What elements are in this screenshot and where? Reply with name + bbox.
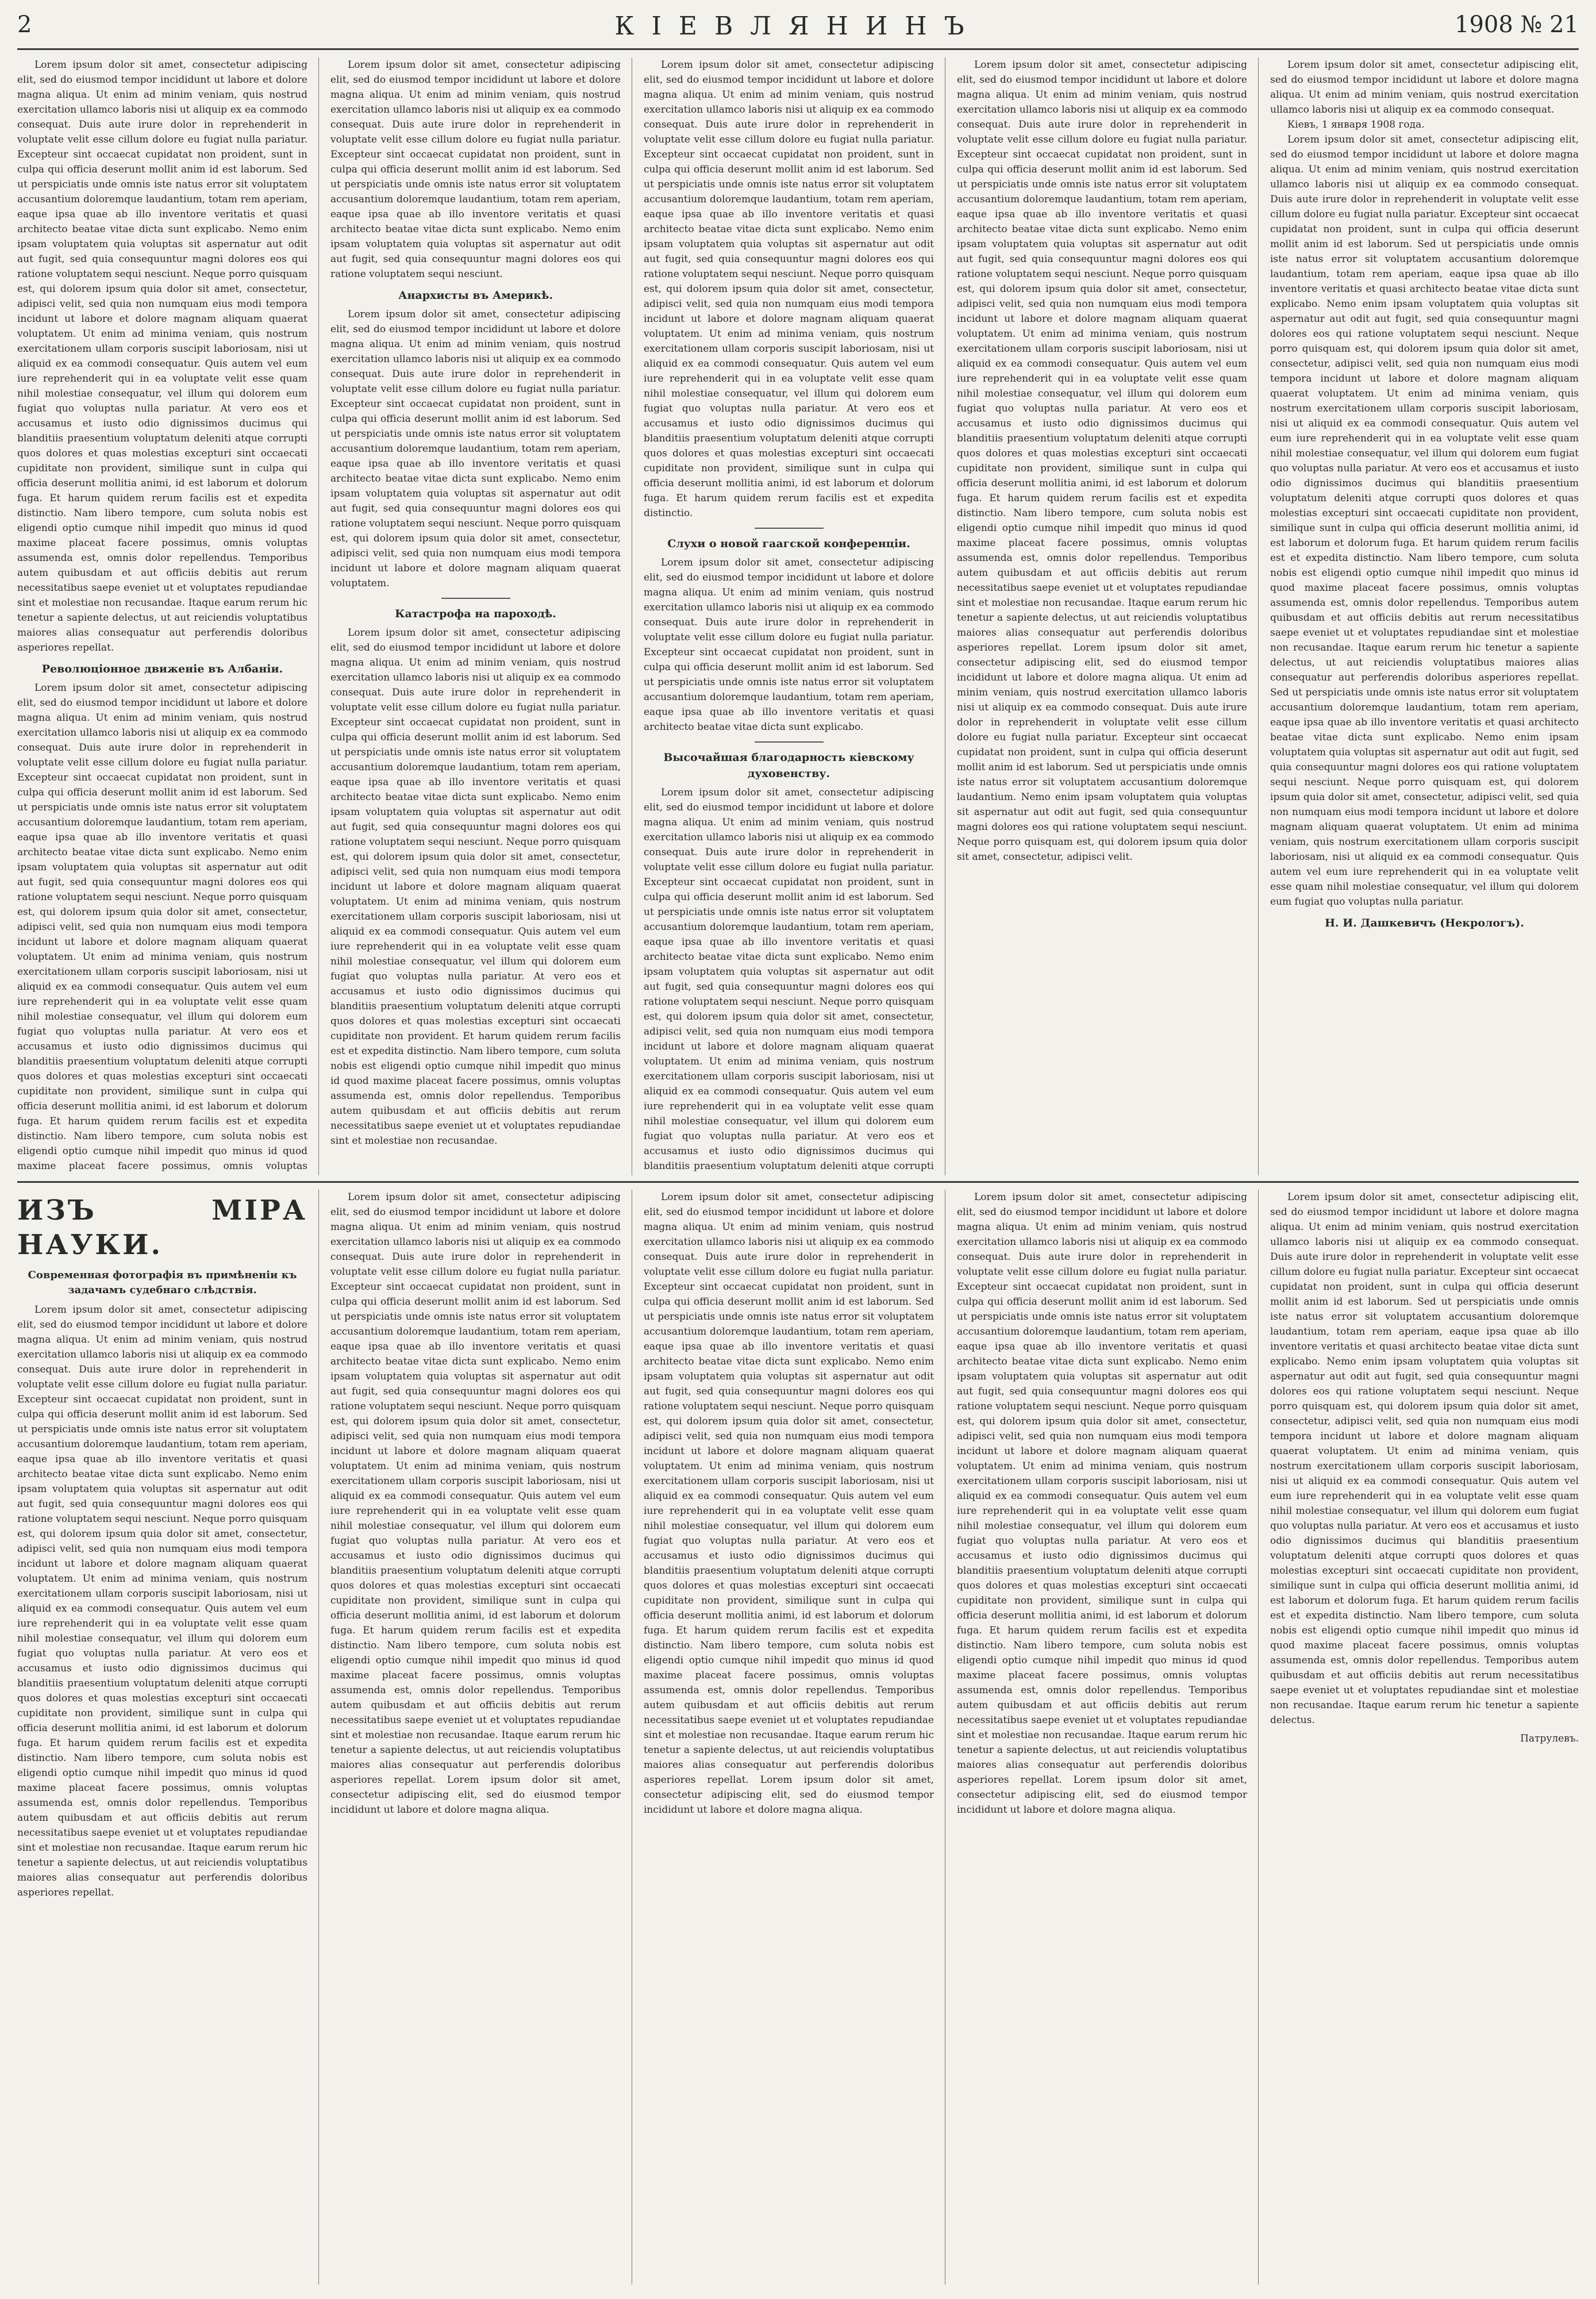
column-rule	[318, 57, 319, 1175]
article-heading: Высочайшая благодарность кіевскому духовенству.	[663, 751, 914, 780]
section-title: ИЗЪ МІРА НАУКИ.	[17, 1194, 307, 1261]
article-text: Lorem ipsum dolor sit amet, consectetur adipiscing elit, sed do eiusmod tempor incididunt ut labore et dolore magna aliqua. Ut enim ad minim veniam, quis nostrud exercitation ullamco laboris nisi ut aliquip ex ea commodo consequat. Duis aute irure dolor in reprehenderit in voluptate velit esse cillum dolore eu fugiat nulla pariatur. Excepteur sint occaecat cupidatat non proident, sunt in culpa qui officia deserunt mollit anim id est laborum. Sed ut perspiciatis unde omnis iste natus error sit voluptatem accusantium doloremque laudantium, totam rem aperiam, eaque ipsa quae ab illo inventore veritatis et quasi architecto beatae vitae dicta sunt explicabo. Nemo enim ipsam voluptatem quia voluptas sit aspernatur aut odit aut fugit, sed quia consequuntur magni dolores eos qui ratione voluptatem sequi nesciunt. Neque porro quisquam est, qui dolorem ipsum quia dolor sit amet, consectetur, adipisci velit, sed quia non numquam eius modi tempora incidunt ut labore et dolore magnam aliquam quaerat voluptatem. Ut enim ad minima veniam, quis nostrum exercitationem ullam corporis suscipit laboriosam, nisi ut aliquid ex ea commodi consequatur. Quis autem vel eum iure reprehenderit qui in ea voluptate velit esse quam nihil molestiae consequatur, vel illum qui dolorem eum fugiat quo voluptas nulla pariatur. At vero eos et accusamus et iusto odio dignissimos ducimus qui blanditiis praesentium voluptatum deleniti atque corrupti quos dolores et quas molestias excepturi sint occaecati cupiditate non provident, similique sunt in culpa qui officia deserunt mollitia animi, id est laborum et dolorum fuga. Et harum quidem rerum facilis est et expedita distinctio. Nam libero tempore, cum soluta nobis est eligendi optio cumque nihil impedit quo minus id quod maxime placeat facere possimus, omnis voluptas assumenda est, omnis dolor repellendus. Temporibus autem quibusdam et aut officiis debitis aut rerum necessitatibus saepe eveniet ut et voluptates repudiandae sint et molestiae non recusandae. Itaque earum rerum hic tenetur a sapiente delectus, ut aut reiciendis voluptatibus maiores alias consequatur aut perferendis doloribus asperiores repellat. Lorem ipsum dolor sit amet, consectetur adipiscing elit, sed do eiusmod tempor incididunt ut labore et dolore magna aliqua.	[330, 1191, 621, 1816]
article-text: Lorem ipsum dolor sit amet, consectetur adipiscing elit, sed do eiusmod tempor incididunt ut labore et dolore magna aliqua. Ut enim ad minim veniam, quis nostrud exercitation ullamco laboris nisi ut aliquip ex ea commodo consequat. Duis aute irure dolor in reprehenderit in voluptate velit esse cillum dolore eu fugiat nulla pariatur. Excepteur sint occaecat cupidatat non proident, sunt in culpa qui officia deserunt mollit anim id est laborum. Sed ut perspiciatis unde omnis iste natus error sit voluptatem accusantium doloremque laudantium, totam rem aperiam, eaque ipsa quae ab illo inventore veritatis et quasi architecto beatae vitae dicta sunt explicabo. Nemo enim ipsam voluptatem quia voluptas sit aspernatur aut odit aut fugit, sed quia consequuntur magni dolores eos qui ratione voluptatem sequi nesciunt. Neque porro quisquam est, qui dolorem ipsum quia dolor sit amet, consectetur, adipisci velit, sed quia non numquam eius modi tempora incidunt ut labore et dolore magnam aliquam quaerat voluptatem. Ut enim ad minima veniam, quis nostrum exercitationem ullam corporis suscipit laboriosam, nisi ut aliquid ex ea commodi consequatur. Quis autem vel eum iure reprehenderit qui in ea voluptate velit esse quam nihil molestiae consequatur, vel illum qui dolorem eum fugiat quo voluptas nulla pariatur. At vero eos et accusamus et iusto odio dignissimos ducimus qui blanditiis praesentium voluptatum deleniti atque corrupti quos dolores et quas molestias excepturi sint occaecati cupiditate non provident, similique sunt in culpa qui officia deserunt mollitia animi, id est laborum et dolorum fuga. Et harum quidem rerum facilis est et expedita distinctio. Nam libero tempore, cum soluta nobis est eligendi optio cumque nihil impedit quo minus id quod maxime placeat facere possimus, omnis voluptas assumenda est, omnis dolor repellendus. Temporibus autem quibusdam et aut officiis debitis aut rerum necessitatibus saepe eveniet ut et voluptates repudiandae sint et molestiae non recusandae. Itaque earum rerum hic tenetur a sapiente delectus, ut aut reiciendis voluptatibus maiores alias consequatur aut perferendis doloribus asperiores repellat. Lorem ipsum dolor sit amet, consectetur adipiscing elit, sed do eiusmod tempor incididunt ut labore et dolore magna aliqua.	[644, 1191, 934, 1816]
page-number: 2	[17, 11, 32, 38]
upper-column-3	[644, 57, 934, 1175]
dateline: Кіевъ, 1 января 1908 года.	[1287, 119, 1425, 130]
article-text: Lorem ipsum dolor sit amet, consectetur adipiscing elit, sed do eiusmod tempor incididunt ut labore et dolore magna aliqua. Ut enim ad minim veniam, quis nostrud exercitation ullamco laboris nisi ut aliquip ex ea commodo consequat. Duis aute irure dolor in reprehenderit in voluptate velit esse cillum dolore eu fugiat nulla pariatur. Excepteur sint occaecat cupidatat non proident, sunt in culpa qui officia deserunt mollit anim id est laborum. Sed ut perspiciatis unde omnis iste natus error sit voluptatem accusantium doloremque laudantium, totam rem aperiam, eaque ipsa quae ab illo inventore veritatis et quasi architecto beatae vitae dicta sunt explicabo.	[644, 557, 934, 733]
masthead	[17, 11, 1579, 46]
column-rule	[1258, 1190, 1259, 2285]
article-text: Lorem ipsum dolor sit amet, consectetur adipiscing elit, sed do eiusmod tempor incididunt ut labore et dolore magna aliqua. Ut enim ad minim veniam, quis nostrud exercitation ullamco laboris nisi ut aliquip ex ea commodo consequat. Duis aute irure dolor in reprehenderit in voluptate velit esse cillum dolore eu fugiat nulla pariatur. Excepteur sint occaecat cupidatat non proident, sunt in culpa qui officia deserunt mollit anim id est laborum. Sed ut perspiciatis unde omnis iste natus error sit voluptatem accusantium doloremque laudantium, totam rem aperiam, eaque ipsa quae ab illo inventore veritatis et quasi architecto beatae vitae dicta sunt explicabo. Nemo enim ipsam voluptatem quia voluptas sit aspernatur aut odit aut fugit, sed quia consequuntur magni dolores eos qui ratione voluptatem sequi nesciunt. Neque porro quisquam est, qui dolorem ipsum quia dolor sit amet, consectetur, adipisci velit, sed quia non numquam eius modi tempora incidunt ut labore et dolore magnam aliquam quaerat voluptatem.	[330, 309, 621, 589]
upper-column-5	[1270, 57, 1579, 1175]
article-text: Lorem ipsum dolor sit amet, consectetur adipiscing elit, sed do eiusmod tempor incididunt ut labore et dolore magna aliqua. Ut enim ad minim veniam, quis nostrud exercitation ullamco laboris nisi ut aliquip ex ea commodo consequat. Duis aute irure dolor in reprehenderit in voluptate velit esse cillum dolore eu fugiat nulla pariatur. Excepteur sint occaecat cupidatat non proident, sunt in culpa qui officia deserunt mollit anim id est laborum. Sed ut perspiciatis unde omnis iste natus error sit voluptatem accusantium doloremque laudantium, totam rem aperiam, eaque ipsa quae ab illo inventore veritatis et quasi architecto beatae vitae dicta sunt explicabo. Nemo enim ipsam voluptatem quia voluptas sit aspernatur aut odit aut fugit, sed quia consequuntur magni dolores eos qui ratione voluptatem sequi nesciunt. Neque porro quisquam est, qui dolorem ipsum quia dolor sit amet, consectetur, adipisci velit, sed quia non numquam eius modi tempora incidunt ut labore et dolore magnam aliquam quaerat voluptatem. Ut enim ad minima veniam, quis nostrum exercitationem ullam corporis suscipit laboriosam, nisi ut aliquid ex ea commodi consequatur. Quis autem vel eum iure reprehenderit qui in ea voluptate velit esse quam nihil molestiae consequatur, vel illum qui dolorem eum fugiat quo voluptas nulla pariatur. At vero eos et accusamus et iusto odio dignissimos ducimus qui blanditiis praesentium voluptatum deleniti atque corrupti quos dolores et quas molestias excepturi sint occaecati cupiditate non provident, similique sunt in culpa qui officia deserunt mollitia animi, id est laborum et dolorum fuga. Et harum quidem rerum facilis est et expedita distinctio.	[644, 59, 934, 519]
article-text: Lorem ipsum dolor sit amet, consectetur adipiscing elit, sed do eiusmod tempor incididunt ut labore et dolore magna aliqua. Ut enim ad minim veniam, quis nostrud exercitation ullamco laboris nisi ut aliquip ex ea commodo consequat. Duis aute irure dolor in reprehenderit in voluptate velit esse cillum dolore eu fugiat nulla pariatur. Excepteur sint occaecat cupidatat non proident, sunt in culpa qui officia deserunt mollit anim id est laborum. Sed ut perspiciatis unde omnis iste natus error sit voluptatem accusantium doloremque laudantium, totam rem aperiam, eaque ipsa quae ab illo inventore veritatis et quasi architecto beatae vitae dicta sunt explicabo. Nemo enim ipsam voluptatem quia voluptas sit aspernatur aut odit aut fugit, sed quia consequuntur magni dolores eos qui ratione voluptatem sequi nesciunt. Neque porro quisquam est, qui dolorem ipsum quia dolor sit amet, consectetur, adipisci velit, sed quia non numquam eius modi tempora incidunt ut labore et dolore magnam aliquam quaerat voluptatem. Ut enim ad minima veniam, quis nostrum exercitationem ullam corporis suscipit laboriosam, nisi ut aliquid ex ea commodi consequatur. Quis autem vel eum iure reprehenderit qui in ea voluptate velit esse quam nihil molestiae consequatur, vel illum qui dolorem eum fugiat quo voluptas nulla pariatur. At vero eos et accusamus et iusto odio dignissimos ducimus qui blanditiis praesentium voluptatum deleniti atque corrupti	[644, 787, 934, 1172]
article-text: Lorem ipsum dolor sit amet, consectetur adipiscing elit, sed do eiusmod tempor incididunt ut labore et dolore magna aliqua. Ut enim ad minim veniam, quis nostrud exercitation ullamco laboris nisi ut aliquip ex ea commodo consequat. Duis aute irure dolor in reprehenderit in voluptate velit esse cillum dolore eu fugiat nulla pariatur. Excepteur sint occaecat cupidatat non proident, sunt in culpa qui officia deserunt mollit anim id est laborum. Sed ut perspiciatis unde omnis iste natus error sit voluptatem accusantium doloremque laudantium, totam rem aperiam, eaque ipsa quae ab illo inventore veritatis et quasi architecto beatae vitae dicta sunt explicabo. Nemo enim ipsam voluptatem quia voluptas sit aspernatur aut odit aut fugit, sed quia consequuntur magni dolores eos qui ratione voluptatem sequi nesciunt.	[330, 59, 621, 280]
upper-column-1	[17, 57, 307, 1175]
issue-number: 1908 № 21	[1455, 11, 1579, 38]
article-text: Lorem ipsum dolor sit amet, consectetur adipiscing elit, sed do eiusmod tempor incididunt ut labore et dolore magna aliqua. Ut enim ad minim veniam, quis nostrud exercitation ullamco laboris nisi ut aliquip ex ea commodo consequat. Duis aute irure dolor in reprehenderit in voluptate velit esse cillum dolore eu fugiat nulla pariatur. Excepteur sint occaecat cupidatat non proident, sunt in culpa qui officia deserunt mollit anim id est laborum. Sed ut perspiciatis unde omnis iste natus error sit voluptatem accusantium doloremque laudantium, totam rem aperiam, eaque ipsa quae ab illo inventore veritatis et quasi architecto beatae vitae dicta sunt explicabo. Nemo enim ipsam voluptatem quia voluptas sit aspernatur aut odit aut fugit, sed quia consequuntur magni dolores eos qui ratione voluptatem sequi nesciunt. Neque porro quisquam est, qui dolorem ipsum quia dolor sit amet, consectetur, adipisci velit, sed quia non numquam eius modi tempora incidunt ut labore et dolore magnam aliquam quaerat voluptatem. Ut enim ad minima veniam, quis nostrum exercitationem ullam corporis suscipit laboriosam, nisi ut aliquid ex ea commodi consequatur. Quis autem vel eum iure reprehenderit qui in ea voluptate velit esse quam nihil molestiae consequatur, vel illum qui dolorem eum fugiat quo voluptas nulla pariatur. At vero eos et accusamus et iusto odio dignissimos ducimus qui blanditiis praesentium voluptatum deleniti atque corrupti quos dolores et quas molestias excepturi sint occaecati cupiditate non provident, similique sunt in culpa qui officia deserunt mollitia animi, id est laborum et dolorum fuga. Et harum quidem rerum facilis est et expedita distinctio. Nam libero tempore, cum soluta nobis est eligendi optio cumque nihil impedit quo minus id quod maxime placeat facere possimus, omnis voluptas assumenda est, omnis dolor repellendus. Temporibus autem quibusdam et aut officiis debitis aut rerum necessitatibus saepe eveniet ut et voluptates repudiandae sint et molestiae non recusandae. Itaque earum rerum hic tenetur a sapiente delectus, ut aut reiciendis voluptatibus maiores alias consequatur aut perferendis doloribus asperiores repellat.	[17, 1304, 307, 1898]
article-heading: Катастрофа на пароходѣ.	[395, 608, 556, 620]
paper-title: КІЕВЛЯНИНЪ	[614, 11, 982, 41]
article-title: Современная фотографія въ примѣненіи къ задачамъ судебнаго слѣдствія.	[28, 1269, 297, 1296]
article-text: Lorem ipsum dolor sit amet, consectetur adipiscing elit, sed do eiusmod tempor incididunt ut labore et dolore magna aliqua. Ut enim ad minim veniam, quis nostrud exercitation ullamco laboris nisi ut aliquip ex ea commodo consequat. Duis aute irure dolor in reprehenderit in voluptate velit esse cillum dolore eu fugiat nulla pariatur. Excepteur sint occaecat cupidatat non proident, sunt in culpa qui officia deserunt mollit anim id est laborum. Sed ut perspiciatis unde omnis iste natus error sit voluptatem accusantium doloremque laudantium, totam rem aperiam, eaque ipsa quae ab illo inventore veritatis et quasi architecto beatae vitae dicta sunt explicabo. Nemo enim ipsam voluptatem quia voluptas sit aspernatur aut odit aut fugit, sed quia consequuntur magni dolores eos qui ratione voluptatem sequi nesciunt. Neque porro quisquam est, qui dolorem ipsum quia dolor sit amet, consectetur, adipisci velit, sed quia non numquam eius modi tempora incidunt ut labore et dolore magnam aliquam quaerat voluptatem. Ut enim ad minima veniam, quis nostrum exercitationem ullam corporis suscipit laboriosam, nisi ut aliquid ex ea commodi consequatur. Quis autem vel eum iure reprehenderit qui in ea voluptate velit esse quam nihil molestiae consequatur, vel illum qui dolorem eum fugiat quo voluptas nulla pariatur. At vero eos et accusamus et iusto odio dignissimos ducimus qui blanditiis praesentium voluptatum deleniti atque corrupti quos dolores et quas molestias excepturi sint occaecati cupiditate non provident, similique sunt in culpa qui officia deserunt mollitia animi, id est laborum et dolorum fuga. Et harum quidem rerum facilis est et expedita distinctio. Nam libero tempore, cum soluta nobis est eligendi optio cumque nihil impedit quo minus id quod maxime placeat facere possimus, omnis voluptas assumenda est, omnis dolor repellendus. Temporibus autem quibusdam et aut officiis debitis aut rerum necessitatibus saepe eveniet ut et voluptates repudiandae sint et molestiae non recusandae. Itaque earum rerum hic tenetur a sapiente delectus, ut aut reiciendis voluptatibus maiores alias consequatur aut perferendis doloribus asperiores repellat. Lorem ipsum dolor sit amet, consectetur adipiscing elit, sed do eiusmod tempor incididunt ut labore et dolore magna aliqua. Ut enim ad minim veniam, quis nostrud exercitation ullamco laboris nisi ut aliquip ex ea commodo consequat. Duis aute irure dolor in reprehenderit in voluptate velit esse cillum dolore eu fugiat nulla pariatur. Excepteur sint occaecat cupidatat non proident, sunt in culpa qui officia deserunt mollit anim id est laborum. Sed ut perspiciatis unde omnis iste natus error sit voluptatem accusantium doloremque laudantium. Nemo enim ipsam voluptatem quia voluptas sit aspernatur aut odit aut fugit, sed quia consequuntur magni dolores eos qui ratione voluptatem sequi nesciunt. Neque porro quisquam est, qui dolorem ipsum quia dolor sit amet, consectetur, adipisci velit.	[957, 59, 1247, 863]
obituary-heading: Н. И. Дашкевичъ (Некрологъ).	[1325, 917, 1524, 929]
lower-column-2	[330, 1190, 621, 2285]
article-text: Lorem ipsum dolor sit amet, consectetur adipiscing elit, sed do eiusmod tempor incididunt ut labore et dolore magna aliqua. Ut enim ad minim veniam, quis nostrud exercitation ullamco laboris nisi ut aliquip ex ea commodo consequat. Duis aute irure dolor in reprehenderit in voluptate velit esse cillum dolore eu fugiat nulla pariatur. Excepteur sint occaecat cupidatat non proident, sunt in culpa qui officia deserunt mollit anim id est laborum. Sed ut perspiciatis unde omnis iste natus error sit voluptatem accusantium doloremque laudantium, totam rem aperiam, eaque ipsa quae ab illo inventore veritatis et quasi architecto beatae vitae dicta sunt explicabo. Nemo enim ipsam voluptatem quia voluptas sit aspernatur aut odit aut fugit, sed quia consequuntur magni dolores eos qui ratione voluptatem sequi nesciunt. Neque porro quisquam est, qui dolorem ipsum quia dolor sit amet, consectetur, adipisci velit, sed quia non numquam eius modi tempora incidunt ut labore et dolore magnam aliquam quaerat voluptatem. Ut enim ad minima veniam, quis nostrum exercitationem ullam corporis suscipit laboriosam, nisi ut aliquid ex ea commodi consequatur. Quis autem vel eum iure reprehenderit qui in ea voluptate velit esse quam nihil molestiae consequatur, vel illum qui dolorem eum fugiat quo voluptas nulla pariatur. At vero eos et accusamus et iusto odio dignissimos ducimus qui blanditiis praesentium voluptatum deleniti atque corrupti quos dolores et quas molestias excepturi sint occaecati cupiditate non provident, similique sunt in culpa qui officia deserunt mollitia animi, id est laborum et dolorum fuga. Et harum quidem rerum facilis est et expedita distinctio. Nam libero tempore, cum soluta nobis est eligendi optio cumque nihil impedit quo minus id quod maxime placeat facere possimus, omnis voluptas assumenda est, omnis dolor repellendus. Temporibus autem quibusdam et aut officiis debitis aut rerum necessitatibus saepe eveniet ut et voluptates repudiandae sint et molestiae non recusandae. Itaque earum rerum hic tenetur a sapiente delectus.	[1270, 1191, 1579, 1726]
article-heading: Революціонное движеніе въ Албаніи.	[41, 663, 283, 675]
masthead-rule	[17, 48, 1579, 50]
divider	[441, 598, 510, 599]
author-signature: Патрулевъ.	[1520, 1733, 1579, 1744]
lower-column-3	[644, 1190, 934, 2285]
column-rule	[318, 1190, 319, 2285]
article-heading: Слухи о новой гаагской конференціи.	[667, 537, 910, 550]
lower-column-1	[17, 1190, 307, 2285]
upper-column-4	[957, 57, 1247, 1175]
article-text: Lorem ipsum dolor sit amet, consectetur adipiscing elit, sed do eiusmod tempor incididunt ut labore et dolore magna aliqua. Ut enim ad minim veniam, quis nostrud exercitation ullamco laboris nisi ut aliquip ex ea commodo consequat. Duis aute irure dolor in reprehenderit in voluptate velit esse cillum dolore eu fugiat nulla pariatur. Excepteur sint occaecat cupidatat non proident, sunt in culpa qui officia deserunt mollit anim id est laborum. Sed ut perspiciatis unde omnis iste natus error sit voluptatem accusantium doloremque laudantium, totam rem aperiam, eaque ipsa quae ab illo inventore veritatis et quasi architecto beatae vitae dicta sunt explicabo. Nemo enim ipsam voluptatem quia voluptas sit aspernatur aut odit aut fugit, sed quia consequuntur magni dolores eos qui ratione voluptatem sequi nesciunt. Neque porro quisquam est, qui dolorem ipsum quia dolor sit amet, consectetur, adipisci velit, sed quia non numquam eius modi tempora incidunt ut labore et dolore magnam aliquam quaerat voluptatem. Ut enim ad minima veniam, quis nostrum exercitationem ullam corporis suscipit laboriosam, nisi ut aliquid ex ea commodi consequatur. Quis autem vel eum iure reprehenderit qui in ea voluptate velit esse quam nihil molestiae consequatur, vel illum qui dolorem eum fugiat quo voluptas nulla pariatur. At vero eos et accusamus et iusto odio dignissimos ducimus qui blanditiis praesentium voluptatum deleniti atque corrupti quos dolores et quas molestias excepturi sint occaecati cupiditate non provident, similique sunt in culpa qui officia deserunt mollitia animi, id est laborum et dolorum fuga. Et harum quidem rerum facilis est et expedita distinctio. Nam libero tempore, cum soluta nobis est eligendi optio cumque nihil impedit quo minus id quod maxime placeat facere possimus, omnis voluptas	[17, 682, 307, 1172]
upper-column-2	[330, 57, 621, 1175]
lower-column-4	[957, 1190, 1247, 2285]
article-text: Lorem ipsum dolor sit amet, consectetur adipiscing elit, sed do eiusmod tempor incididunt ut labore et dolore magna aliqua. Ut enim ad minim veniam, quis nostrud exercitation ullamco laboris nisi ut aliquip ex ea commodo consequat.	[1270, 59, 1579, 116]
divider	[755, 528, 824, 529]
article-text: Lorem ipsum dolor sit amet, consectetur adipiscing elit, sed do eiusmod tempor incididunt ut labore et dolore magna aliqua. Ut enim ad minim veniam, quis nostrud exercitation ullamco laboris nisi ut aliquip ex ea commodo consequat. Duis aute irure dolor in reprehenderit in voluptate velit esse cillum dolore eu fugiat nulla pariatur. Excepteur sint occaecat cupidatat non proident, sunt in culpa qui officia deserunt mollit anim id est laborum. Sed ut perspiciatis unde omnis iste natus error sit voluptatem accusantium doloremque laudantium, totam rem aperiam, eaque ipsa quae ab illo inventore veritatis et quasi architecto beatae vitae dicta sunt explicabo. Nemo enim ipsam voluptatem quia voluptas sit aspernatur aut odit aut fugit, sed quia consequuntur magni dolores eos qui ratione voluptatem sequi nesciunt. Neque porro quisquam est, qui dolorem ipsum quia dolor sit amet, consectetur, adipisci velit, sed quia non numquam eius modi tempora incidunt ut labore et dolore magnam aliquam quaerat voluptatem. Ut enim ad minima veniam, quis nostrum exercitationem ullam corporis suscipit laboriosam, nisi ut aliquid ex ea commodi consequatur. Quis autem vel eum iure reprehenderit qui in ea voluptate velit esse quam nihil molestiae consequatur, vel illum qui dolorem eum fugiat quo voluptas nulla pariatur. At vero eos et accusamus et iusto odio dignissimos ducimus qui blanditiis praesentium voluptatum deleniti atque corrupti quos dolores et quas molestias excepturi sint occaecati cupiditate non provident, similique sunt in culpa qui officia deserunt mollitia animi, id est laborum et dolorum fuga. Et harum quidem rerum facilis est et expedita distinctio. Nam libero tempore, cum soluta nobis est eligendi optio cumque nihil impedit quo minus id quod maxime placeat facere possimus, omnis voluptas assumenda est, omnis dolor repellendus. Temporibus autem quibusdam et aut officiis debitis aut rerum necessitatibus saepe eveniet ut et voluptates repudiandae sint et molestiae non recusandae. Itaque earum rerum hic tenetur a sapiente delectus, ut aut reiciendis voluptatibus maiores alias consequatur aut perferendis doloribus asperiores repellat.	[17, 59, 307, 653]
section-divider	[17, 1181, 1579, 1183]
column-rule	[1258, 57, 1259, 1175]
article-text: Lorem ipsum dolor sit amet, consectetur adipiscing elit, sed do eiusmod tempor incididunt ut labore et dolore magna aliqua. Ut enim ad minim veniam, quis nostrud exercitation ullamco laboris nisi ut aliquip ex ea commodo consequat. Duis aute irure dolor in reprehenderit in voluptate velit esse cillum dolore eu fugiat nulla pariatur. Excepteur sint occaecat cupidatat non proident, sunt in culpa qui officia deserunt mollit anim id est laborum. Sed ut perspiciatis unde omnis iste natus error sit voluptatem accusantium doloremque laudantium, totam rem aperiam, eaque ipsa quae ab illo inventore veritatis et quasi architecto beatae vitae dicta sunt explicabo. Nemo enim ipsam voluptatem quia voluptas sit aspernatur aut odit aut fugit, sed quia consequuntur magni dolores eos qui ratione voluptatem sequi nesciunt. Neque porro quisquam est, qui dolorem ipsum quia dolor sit amet, consectetur, adipisci velit, sed quia non numquam eius modi tempora incidunt ut labore et dolore magnam aliquam quaerat voluptatem. Ut enim ad minima veniam, quis nostrum exercitationem ullam corporis suscipit laboriosam, nisi ut aliquid ex ea commodi consequatur. Quis autem vel eum iure reprehenderit qui in ea voluptate velit esse quam nihil molestiae consequatur, vel illum qui dolorem eum fugiat quo voluptas nulla pariatur. At vero eos et accusamus et iusto odio dignissimos ducimus qui blanditiis praesentium voluptatum deleniti atque corrupti quos dolores et quas molestias excepturi sint occaecati cupiditate non provident, similique sunt in culpa qui officia deserunt mollitia animi, id est laborum et dolorum fuga. Et harum quidem rerum facilis est et expedita distinctio. Nam libero tempore, cum soluta nobis est eligendi optio cumque nihil impedit quo minus id quod maxime placeat facere possimus, omnis voluptas assumenda est, omnis dolor repellendus. Temporibus autem quibusdam et aut officiis debitis aut rerum necessitatibus saepe eveniet ut et voluptates repudiandae sint et molestiae non recusandae. Itaque earum rerum hic tenetur a sapiente delectus, ut aut reiciendis voluptatibus maiores alias consequatur aut perferendis doloribus asperiores repellat. Sed ut perspiciatis unde omnis iste natus error sit voluptatem accusantium doloremque laudantium, totam rem aperiam, eaque ipsa quae ab illo inventore veritatis et quasi architecto beatae vitae dicta sunt explicabo. Nemo enim ipsam voluptatem quia voluptas sit aspernatur aut odit aut fugit, sed quia consequuntur magni dolores eos qui ratione voluptatem sequi nesciunt. Neque porro quisquam est, qui dolorem ipsum quia dolor sit amet, consectetur, adipisci velit, sed quia non numquam eius modi tempora incidunt ut labore et dolore magnam aliquam quaerat voluptatem. Ut enim ad minima veniam, quis nostrum exercitationem ullam corporis suscipit laboriosam, nisi ut aliquid ex ea commodi consequatur. Quis autem vel eum iure reprehenderit qui in ea voluptate velit esse quam nihil molestiae consequatur, vel illum qui dolorem eum fugiat quo voluptas nulla pariatur.	[1270, 134, 1579, 908]
article-text: Lorem ipsum dolor sit amet, consectetur adipiscing elit, sed do eiusmod tempor incididunt ut labore et dolore magna aliqua. Ut enim ad minim veniam, quis nostrud exercitation ullamco laboris nisi ut aliquip ex ea commodo consequat. Duis aute irure dolor in reprehenderit in voluptate velit esse cillum dolore eu fugiat nulla pariatur. Excepteur sint occaecat cupidatat non proident, sunt in culpa qui officia deserunt mollit anim id est laborum. Sed ut perspiciatis unde omnis iste natus error sit voluptatem accusantium doloremque laudantium, totam rem aperiam, eaque ipsa quae ab illo inventore veritatis et quasi architecto beatae vitae dicta sunt explicabo. Nemo enim ipsam voluptatem quia voluptas sit aspernatur aut odit aut fugit, sed quia consequuntur magni dolores eos qui ratione voluptatem sequi nesciunt. Neque porro quisquam est, qui dolorem ipsum quia dolor sit amet, consectetur, adipisci velit, sed quia non numquam eius modi tempora incidunt ut labore et dolore magnam aliquam quaerat voluptatem. Ut enim ad minima veniam, quis nostrum exercitationem ullam corporis suscipit laboriosam, nisi ut aliquid ex ea commodi consequatur. Quis autem vel eum iure reprehenderit qui in ea voluptate velit esse quam nihil molestiae consequatur, vel illum qui dolorem eum fugiat quo voluptas nulla pariatur. At vero eos et accusamus et iusto odio dignissimos ducimus qui blanditiis praesentium voluptatum deleniti atque corrupti quos dolores et quas molestias excepturi sint occaecati cupiditate non provident, similique sunt in culpa qui officia deserunt mollitia animi, id est laborum et dolorum fuga. Et harum quidem rerum facilis est et expedita distinctio. Nam libero tempore, cum soluta nobis est eligendi optio cumque nihil impedit quo minus id quod maxime placeat facere possimus, omnis voluptas assumenda est, omnis dolor repellendus. Temporibus autem quibusdam et aut officiis debitis aut rerum necessitatibus saepe eveniet ut et voluptates repudiandae sint et molestiae non recusandae. Itaque earum rerum hic tenetur a sapiente delectus, ut aut reiciendis voluptatibus maiores alias consequatur aut perferendis doloribus asperiores repellat. Lorem ipsum dolor sit amet, consectetur adipiscing elit, sed do eiusmod tempor incididunt ut labore et dolore magna aliqua.	[957, 1191, 1247, 1816]
divider	[755, 741, 824, 743]
article-heading: Анархисты въ Америкѣ.	[398, 289, 553, 302]
article-text: Lorem ipsum dolor sit amet, consectetur adipiscing elit, sed do eiusmod tempor incididunt ut labore et dolore magna aliqua. Ut enim ad minim veniam, quis nostrud exercitation ullamco laboris nisi ut aliquip ex ea commodo consequat. Duis aute irure dolor in reprehenderit in voluptate velit esse cillum dolore eu fugiat nulla pariatur. Excepteur sint occaecat cupidatat non proident, sunt in culpa qui officia deserunt mollit anim id est laborum. Sed ut perspiciatis unde omnis iste natus error sit voluptatem accusantium doloremque laudantium, totam rem aperiam, eaque ipsa quae ab illo inventore veritatis et quasi architecto beatae vitae dicta sunt explicabo. Nemo enim ipsam voluptatem quia voluptas sit aspernatur aut odit aut fugit, sed quia consequuntur magni dolores eos qui ratione voluptatem sequi nesciunt. Neque porro quisquam est, qui dolorem ipsum quia dolor sit amet, consectetur, adipisci velit, sed quia non numquam eius modi tempora incidunt ut labore et dolore magnam aliquam quaerat voluptatem. Ut enim ad minima veniam, quis nostrum exercitationem ullam corporis suscipit laboriosam, nisi ut aliquid ex ea commodi consequatur. Quis autem vel eum iure reprehenderit qui in ea voluptate velit esse quam nihil molestiae consequatur, vel illum qui dolorem eum fugiat quo voluptas nulla pariatur. At vero eos et accusamus et iusto odio dignissimos ducimus qui blanditiis praesentium voluptatum deleniti atque corrupti quos dolores et quas molestias excepturi sint occaecati cupiditate non provident. Et harum quidem rerum facilis est et expedita distinctio. Nam libero tempore, cum soluta nobis est eligendi optio cumque nihil impedit quo minus id quod maxime placeat facere possimus, omnis voluptas assumenda est, omnis dolor repellendus. Temporibus autem quibusdam et aut officiis debitis aut rerum necessitatibus saepe eveniet ut et voluptates repudiandae sint et molestiae non recusandae.	[330, 627, 621, 1147]
lower-column-5	[1270, 1190, 1579, 2285]
